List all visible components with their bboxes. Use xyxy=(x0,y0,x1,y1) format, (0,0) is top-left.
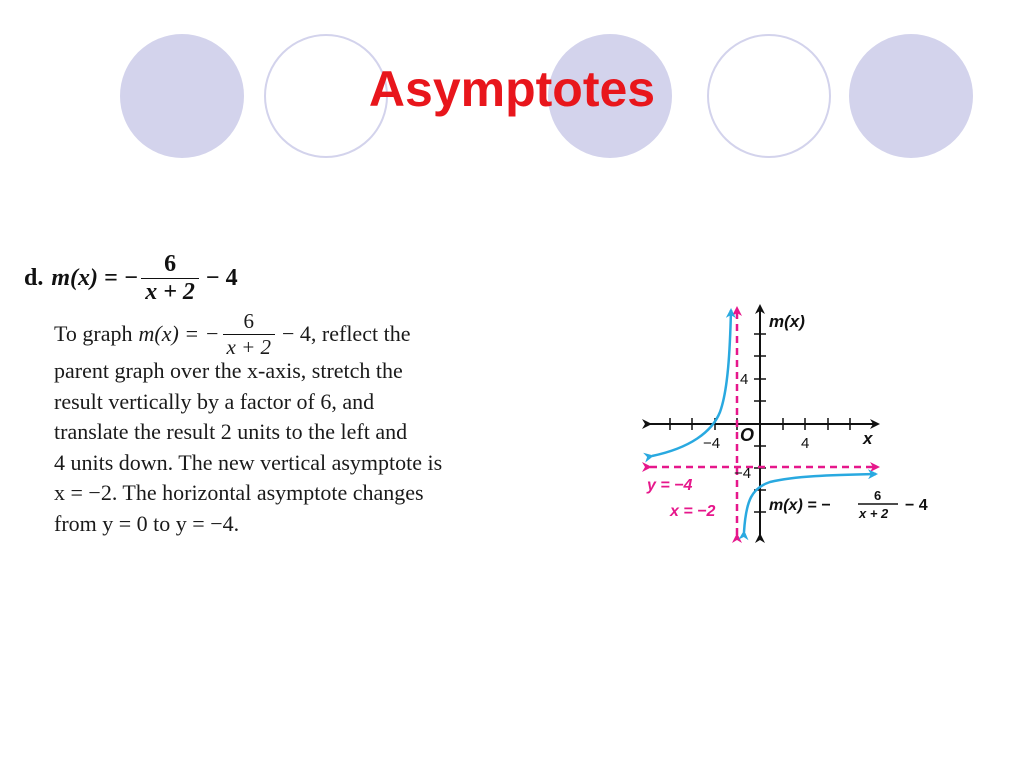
problem-fraction-denominator: x + 2 xyxy=(141,278,199,305)
problem-statement xyxy=(24,252,238,305)
horizontal-asymptote-label: y = −4 xyxy=(647,477,693,494)
problem-lhs: m(x) = − xyxy=(51,265,139,292)
explanation-fraction-denominator: x + 2 xyxy=(223,334,276,358)
explanation-line-6: x = −2. The horizontal asymptote changes xyxy=(54,480,424,505)
problem-fraction-numerator: 6 xyxy=(164,251,177,277)
y-tick-label-neg: −4 xyxy=(734,465,752,482)
explanation-line-2: parent graph over the x-axis, stretch the xyxy=(54,358,403,383)
y-axis-label: m(x) xyxy=(769,312,805,331)
explanation-fraction xyxy=(223,310,276,357)
curve-label-lhs: m(x) = − xyxy=(769,497,831,514)
problem-fraction xyxy=(141,252,199,305)
explanation-line-1 xyxy=(54,309,594,359)
curve-equation-label xyxy=(769,488,928,521)
explanation-func-rest: − 4, reflect the xyxy=(282,320,411,346)
explanation-fraction-numerator: 6 xyxy=(243,309,254,334)
vertical-asymptote-label: x = −2 xyxy=(670,503,716,520)
x-tick-label-pos: 4 xyxy=(801,435,810,452)
explanation-line-7: from y = 0 to y = −4. xyxy=(54,510,240,536)
curve-label-den: x + 2 xyxy=(859,506,889,521)
x-axis-label: x xyxy=(863,429,873,448)
explanation-line-4: translate the result 2 units to the left and xyxy=(54,419,408,444)
problem-rhs: − 4 xyxy=(205,265,238,292)
explanation-line-5: 4 units down. The new vertical asymptote is xyxy=(54,449,443,475)
explanation-paragraph xyxy=(54,309,594,539)
curve-label-rhs: − 4 xyxy=(905,497,928,514)
curve-label-num: 6 xyxy=(874,488,882,503)
slide-title: Asymptotes xyxy=(368,61,656,117)
x-tick-label-neg: −4 xyxy=(703,435,721,452)
problem-label: d. xyxy=(24,265,44,292)
origin-label: O xyxy=(740,425,755,445)
explanation-intro: To graph xyxy=(54,320,133,346)
explanation-func-lhs: m(x) = − xyxy=(138,320,220,346)
function-graph xyxy=(640,300,950,545)
y-tick-label-pos: 4 xyxy=(740,371,749,388)
explanation-line-3: result vertically by a factor of 6, and xyxy=(54,388,375,414)
